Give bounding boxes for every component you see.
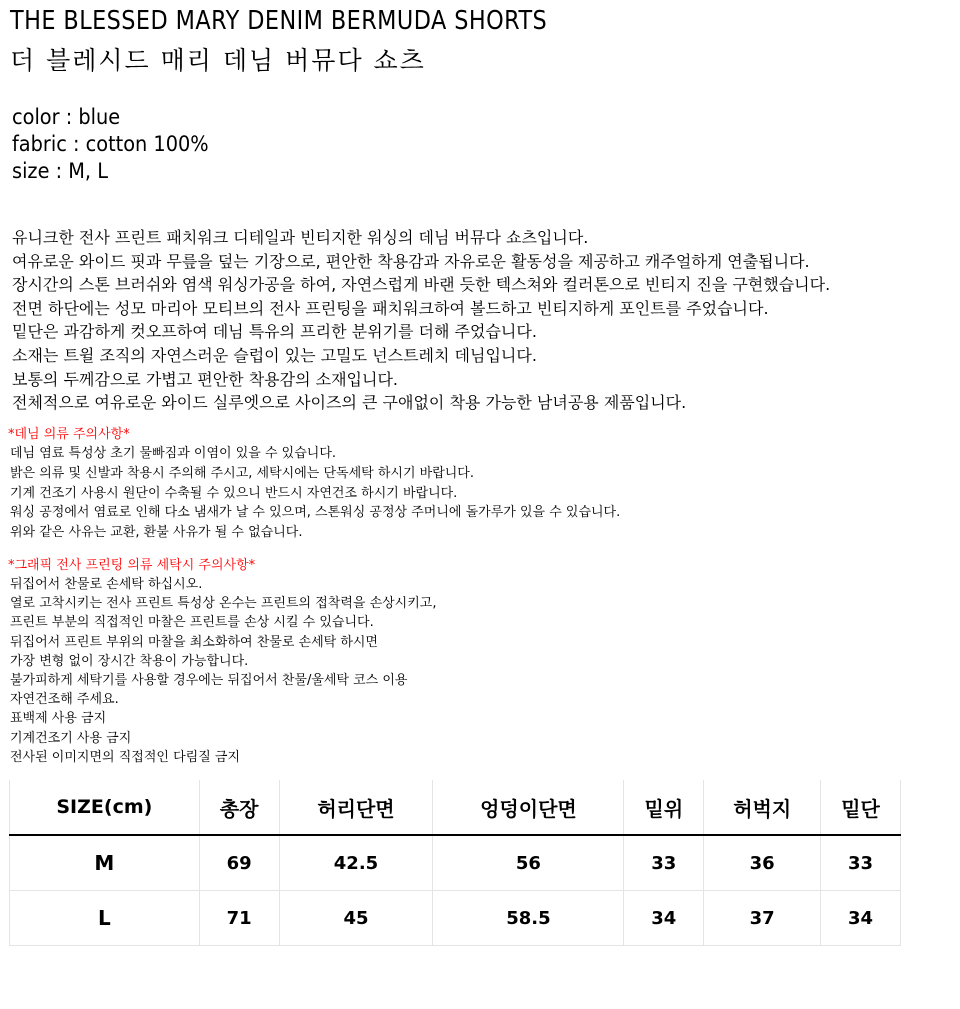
- rise-cell: 34: [624, 891, 704, 946]
- thigh-cell: 37: [704, 891, 821, 946]
- total-length-cell: 71: [199, 891, 279, 946]
- header-thigh: 허벅지: [704, 780, 821, 835]
- description-line: 소재는 트윌 조직의 자연스러운 슬럽이 있는 고밀도 넌스트레치 데님입니다.: [12, 345, 537, 365]
- print-notice-title: *그래픽 전사 프린팅 의류 세탁시 주의사항*: [8, 558, 256, 573]
- product-title-en: THE BLESSED MARY DENIM BERMUDA SHORTS: [10, 6, 548, 36]
- spec-color: color : blue: [12, 105, 121, 129]
- print-notice-line: 가장 변형 없이 장시간 착용이 가능합니다.: [10, 653, 249, 669]
- denim-notice-line: 기계 건조기 사용시 원단이 수축될 수 있으니 반드시 자연건조 하시기 바랍니다.: [10, 485, 458, 501]
- denim-notice-line: 위와 같은 사유는 교환, 환불 사유가 될 수 없습니다.: [10, 525, 303, 541]
- print-notice-line: 불가피하게 세탁기를 사용할 경우에는 뒤집어서 찬물/울세탁 코스 이용: [10, 673, 408, 689]
- description-line: 보통의 두께감으로 가볍고 편안한 착용감의 소재입니다.: [12, 369, 399, 389]
- hip-cell: 58.5: [433, 891, 624, 946]
- description-line: 전면 하단에는 성모 마리아 모티브의 전사 프린팅을 패치워크하여 볼드하고 빈티지하게 포인트를 주었습니다.: [12, 298, 769, 318]
- print-care-notice: [8, 557, 437, 767]
- size-cell: M: [10, 835, 200, 891]
- description-line: 밑단은 과감하게 컷오프하여 데님 특유의 프리한 분위기를 더해 주었습니다.: [12, 322, 537, 342]
- size-table: [9, 780, 901, 946]
- header-hip: 엉덩이단면: [433, 780, 624, 835]
- hem-cell: 34: [821, 891, 901, 946]
- hem-cell: 33: [821, 835, 901, 891]
- product-title-ko: 더 블레시드 매리 데님 버뮤다 쇼츠: [10, 46, 426, 75]
- header-hem: 밑단: [821, 780, 901, 835]
- total-length-cell: 69: [199, 835, 279, 891]
- print-notice-line: 표백제 사용 금지: [10, 711, 107, 727]
- header-size: SIZE(cm): [10, 780, 200, 835]
- print-notice-line: 프린트 부분의 직접적인 마찰은 프린트를 손상 시킬 수 있습니다.: [10, 615, 374, 631]
- table-row: [10, 835, 901, 891]
- description-line: 장시간의 스톤 브러쉬와 염색 워싱가공을 하여, 자연스럽게 바랜 듯한 텍스쳐와 컬러톤으로 빈티지 진을 구현했습니다.: [12, 275, 831, 295]
- print-notice-line: 자연건조해 주세요.: [10, 692, 119, 708]
- denim-notice-line: 워싱 공정에서 염료로 인해 다소 냄새가 날 수 있으며, 스톤워싱 공정상 주머니에 돌가루가 있을 수 있습니다.: [10, 505, 621, 521]
- denim-notice-line: 밝은 의류 및 신발과 착용시 주의해 주시고, 세탁시에는 단독세탁 하시기 바랍니다.: [10, 465, 475, 481]
- description-line: 전체적으로 여유로운 와이드 실루엣으로 사이즈의 큰 구애없이 착용 가능한 남녀공용 제품입니다.: [12, 393, 687, 413]
- size-table-header-row: [10, 780, 901, 835]
- description-line: 유니크한 전사 프린트 패치워크 디테일과 빈티지한 워싱의 데님 버뮤다 쇼츠입니다.: [12, 228, 589, 247]
- thigh-cell: 36: [704, 835, 821, 891]
- denim-notice-line: 데님 염료 특성상 초기 물빠짐과 이염이 있을 수 있습니다.: [10, 446, 337, 461]
- print-notice-line: 기계건조기 사용 금지: [10, 730, 132, 746]
- header-total-length: 총장: [199, 780, 279, 835]
- print-notice-line: 뒤집어서 프린트 부위의 마찰을 최소화하여 찬물로 손세탁 하시면: [10, 634, 378, 650]
- header-waist: 허리단면: [279, 780, 433, 835]
- spec-fabric: fabric : cotton 100%: [12, 132, 209, 156]
- description-line: 여유로운 와이드 핏과 무릎을 덮는 기장으로, 편안한 착용감과 자유로운 활동성을 제공하고 캐주얼하게 연출됩니다.: [12, 251, 810, 271]
- spec-size: size : M, L: [12, 159, 108, 183]
- rise-cell: 33: [624, 835, 704, 891]
- table-row: [10, 891, 901, 946]
- product-description: [12, 226, 830, 415]
- size-cell: L: [10, 891, 200, 946]
- waist-cell: 45: [279, 891, 433, 946]
- print-notice-line: 전사된 이미지면의 직접적인 다림질 금지: [10, 749, 241, 765]
- header-rise: 밑위: [624, 780, 704, 835]
- product-specs: [12, 104, 226, 185]
- denim-notice-title: *데님 의류 주의사항*: [8, 427, 130, 442]
- print-notice-line: 뒤집어서 찬물로 손세탁 하십시오.: [10, 577, 203, 592]
- hip-cell: 56: [433, 835, 624, 891]
- waist-cell: 42.5: [279, 835, 433, 891]
- denim-care-notice: [8, 426, 620, 543]
- print-notice-line: 열로 고착시키는 전사 프린트 특성상 온수는 프린트의 접착력을 손상시키고,: [10, 596, 437, 612]
